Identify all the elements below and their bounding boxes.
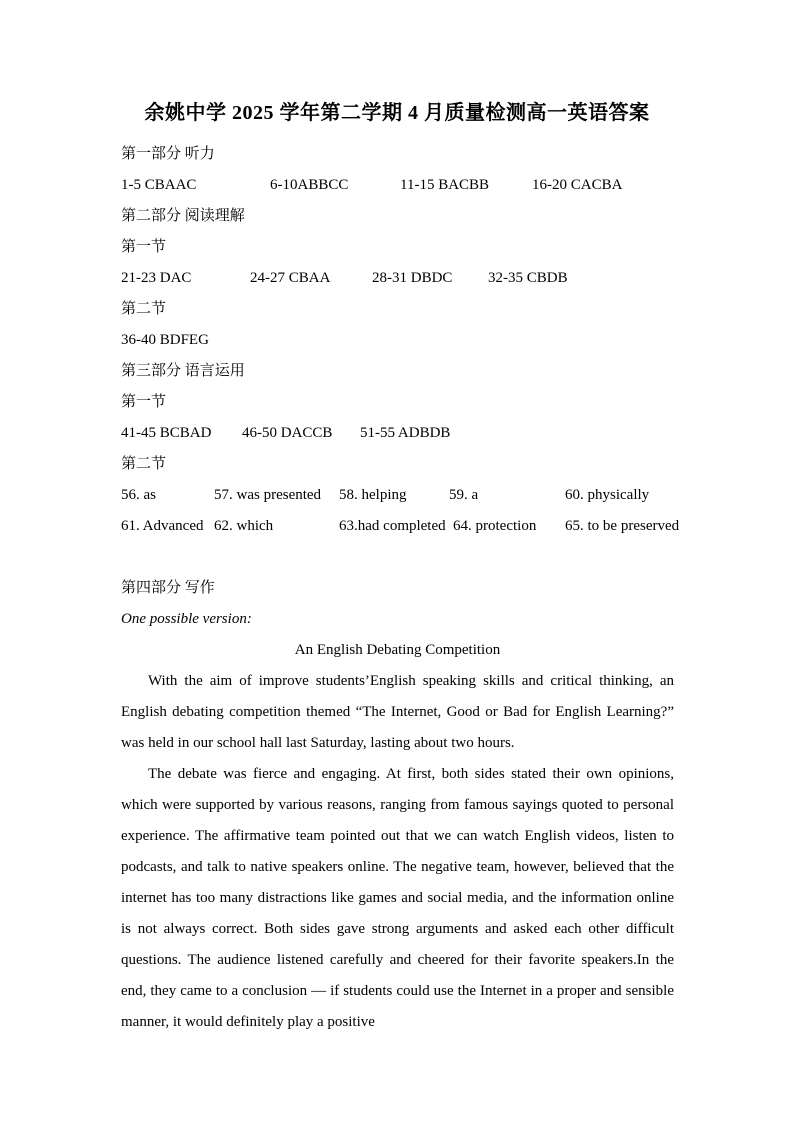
part3-section2-label: 第二节 — [121, 456, 167, 472]
answer-group-36-40: 36-40 BDFEG — [121, 332, 209, 348]
answer-group-51-55: 51-55 ADBDB — [360, 425, 451, 441]
answer-item-59: 59. a — [449, 487, 479, 503]
part2-heading: 第二部分 阅读理解 — [121, 208, 245, 224]
answer-item-60: 60. physically — [565, 487, 650, 503]
part1-listening-answers — [121, 170, 674, 201]
answer-item-62: 62. which — [214, 518, 274, 534]
answer-item-61: 61. Advanced — [121, 518, 204, 534]
possible-version-note: One possible version: — [121, 611, 252, 627]
answer-group-1-5: 1-5 CBAAC — [121, 177, 197, 193]
answer-group-28-31: 28-31 DBDC — [372, 270, 453, 286]
document-content — [0, 139, 794, 1038]
answer-group-46-50: 46-50 DACCB — [242, 425, 333, 441]
part2-section2-label: 第二节 — [121, 301, 167, 317]
answer-group-21-23: 21-23 DAC — [121, 270, 192, 286]
answer-group-11-15: 11-15 BACBB — [400, 177, 490, 193]
answer-item-64: 64. protection — [453, 518, 537, 534]
part3-section1-label: 第一节 — [121, 394, 167, 410]
answer-group-6-10: 6-10ABBCC — [270, 177, 349, 193]
part2-section2-answers — [121, 325, 674, 356]
essay-paragraph-2: The debate was fierce and engaging. At first, both sides stated their own opinions, which were supported by various reasons, ranging from famous sayings quoted to personal experience. The affirmative team pointed out that we can watch English videos, listen to podcasts, and talk to native speakers online. The negative team, however, believed that the internet has too many distractions like games and social media, and the information online is not always correct. Both sides gave strong arguments and asked each other difficult questions. The audience listened carefully and cheered for their favorite speakers.In the end, they came to a conclusion — if students could use the Internet in a proper and sensible manner, it would definitely play a positive — [121, 766, 674, 1030]
part2-section1-answers — [121, 263, 674, 294]
answer-item-63: 63.had completed — [339, 518, 446, 534]
answer-item-56: 56. as — [121, 487, 156, 503]
answer-group-32-35: 32-35 CBDB — [488, 270, 568, 286]
part4-heading: 第四部分 写作 — [121, 580, 215, 596]
answer-group-41-45: 41-45 BCBAD — [121, 425, 212, 441]
answer-item-57: 57. was presented — [214, 487, 322, 503]
essay-title: An English Debating Competition — [294, 642, 501, 658]
part2-section1-label: 第一节 — [121, 239, 167, 255]
answer-group-24-27: 24-27 CBAA — [250, 270, 331, 286]
part3-heading: 第三部分 语言运用 — [121, 363, 245, 379]
part3-section2-answers-row2 — [121, 511, 680, 542]
part3-section2-answers-row1 — [121, 480, 674, 511]
answer-item-65: 65. to be preserved — [565, 518, 680, 534]
document-title: 余姚中学 2025 学年第二学期 4 月质量检测高一英语答案 — [144, 102, 650, 124]
answer-group-16-20: 16-20 CACBA — [532, 177, 623, 193]
essay-paragraph-1: With the aim of improve students’English speaking skills and critical thinking, an English debating competition themed “The Internet, Good or Bad for English Learning?” was held in our school hall last Saturday, lasting about two hours. — [121, 673, 674, 751]
part1-heading: 第一部分 听力 — [121, 146, 215, 162]
answer-item-58: 58. helping — [339, 487, 407, 503]
part3-section1-answers — [121, 418, 674, 449]
